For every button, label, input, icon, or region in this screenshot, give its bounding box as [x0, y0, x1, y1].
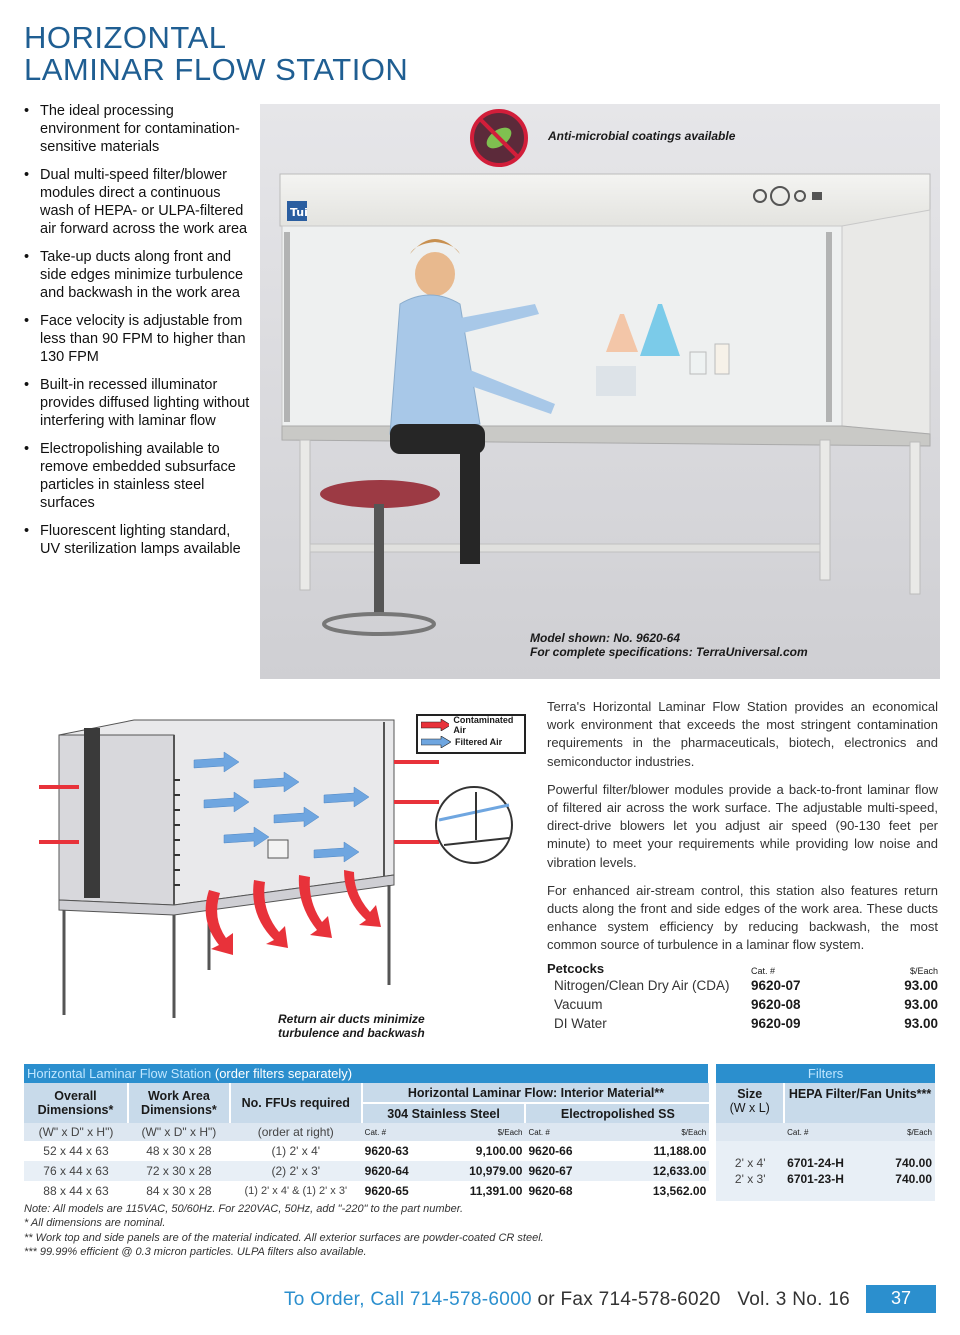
overall-dim: 76 x 44 x 63	[43, 1164, 109, 1178]
legend-filtered-label: Filtered Air	[455, 736, 503, 747]
note-line: ** Work top and side panels are of the material indicated. All exterior surfaces are powder-coated CR steel.	[24, 1231, 544, 1244]
ep-price: 13,562.00	[652, 1184, 707, 1198]
workstation-illustration	[260, 104, 940, 679]
ss-cat: 9620-65	[364, 1184, 409, 1198]
table-title-row	[24, 1064, 935, 1083]
product-photo	[260, 104, 940, 679]
petcock-name: DI Water	[554, 1016, 607, 1031]
col-ffus: No. FFUs required	[230, 1083, 362, 1123]
petcocks-header	[547, 958, 938, 976]
filter-row	[787, 1171, 932, 1187]
ss-price: 9,100.00	[475, 1144, 523, 1158]
ep-price: 11,188.00	[653, 1144, 707, 1158]
feature-item: • Electropolishing available to remove embedded subsurface particles in stainless steel surfaces	[24, 440, 254, 512]
logo-text: Tui	[290, 206, 308, 219]
col-size-unit: (W x L)	[729, 1101, 770, 1115]
feature-item: • Built-in recessed illuminator provides diffused lighting without interfering with laminar flow	[24, 376, 254, 430]
ss-cat-label: Cat. #	[364, 1127, 387, 1137]
col-electropolished: Electropolished SS	[525, 1103, 709, 1123]
petcock-cat: 9620-07	[751, 978, 801, 993]
ep-cat: 9620-68	[528, 1184, 573, 1198]
spec-caption: For complete specifications: TerraUniversal.com	[530, 645, 808, 659]
ep-cat-label: Cat. #	[528, 1127, 550, 1137]
feature-item: • Take-up ducts along front and side edges minimize turbulence and backwash in the work area	[24, 248, 254, 302]
col-size: Size	[737, 1087, 763, 1101]
filter-cat: 6701-24-H	[787, 1156, 844, 1170]
ffus-required: (1) 2' x 4'	[271, 1144, 321, 1158]
note-line: *** 99.99% efficient @ 0.3 micron particles. ULPA filters also available.	[24, 1246, 367, 1259]
blue-arrow-icon	[421, 736, 451, 748]
col-work-area: Work Area Dimensions*	[128, 1083, 230, 1123]
filters-title: Filters	[807, 1066, 844, 1081]
table-title: Horizontal Laminar Flow Station	[27, 1066, 212, 1081]
col-overall: Overall Dimensions*	[24, 1083, 128, 1123]
legend-filtered	[418, 733, 524, 750]
table-row	[547, 1014, 938, 1033]
work-dim: 48 x 30 x 28	[146, 1144, 212, 1158]
legend-contaminated	[418, 716, 524, 733]
filter-cat: 6701-23-H	[787, 1172, 844, 1186]
petcocks-cat-label: Cat. #	[751, 966, 776, 976]
petcock-name: Nitrogen/Clean Dry Air (CDA)	[554, 978, 730, 993]
petcock-name: Vacuum	[554, 997, 603, 1012]
table-row	[547, 995, 938, 1014]
petcock-price: 93.00	[904, 997, 938, 1012]
description-paragraph: For enhanced air-stream control, this station also features return ducts along the front and side edges of the work area. These ducts enhance system efficiency by reducing backwash, the most common source of turbulence in a laminar flow system.	[547, 882, 938, 953]
ss-cat: 9620-64	[364, 1164, 409, 1178]
col-interior-material: Horizontal Laminar Flow: Interior Material**	[407, 1085, 665, 1100]
fax-number: or Fax 714-578-6020	[531, 1289, 721, 1310]
diagram-caption-line-1: Return air ducts minimize	[278, 1012, 425, 1026]
col-hepa: HEPA Filter/Fan Units***	[788, 1087, 932, 1101]
model-caption: Model shown: No. 9620-64	[530, 631, 681, 645]
diagram-caption	[278, 1012, 425, 1040]
filter-size: 2' x 3'	[734, 1172, 766, 1186]
feature-item: • Face velocity is adjustable from less than 90 FPM to higher than 130 FPM	[24, 312, 254, 366]
ss-price: 11,391.00	[469, 1184, 523, 1198]
page-footer	[284, 1289, 850, 1311]
work-dim: 84 x 30 x 28	[146, 1184, 212, 1198]
units-row	[24, 1123, 935, 1141]
note-line: Note: All models are 115VAC, 50/60Hz. For 220VAC, 50Hz, add "-220" to the part number.	[24, 1203, 464, 1215]
petcock-cat: 9620-08	[751, 997, 801, 1012]
product-description	[547, 698, 938, 965]
petcock-cat: 9620-09	[751, 1016, 801, 1031]
title-line-1: HORIZONTAL	[24, 20, 227, 55]
title-line-2: LAMINAR FLOW STATION	[24, 52, 409, 87]
red-arrow-icon	[421, 719, 449, 731]
petcock-price: 93.00	[904, 1016, 938, 1031]
ss-price: 10,979.00	[469, 1164, 523, 1178]
units-overall: (W" x D" x H")	[38, 1125, 114, 1139]
ep-cat: 9620-67	[528, 1164, 573, 1178]
filter-row	[787, 1155, 932, 1171]
diagram-legend	[416, 714, 526, 754]
page-title	[24, 22, 408, 86]
filter-size: 2' x 4'	[734, 1156, 766, 1170]
petcock-price: 93.00	[904, 978, 938, 993]
ep-price-label: $/Each	[681, 1127, 707, 1137]
table-title-note: (order filters separately)	[211, 1066, 353, 1081]
table-notes	[24, 1202, 544, 1260]
filter-cat-label: Cat. #	[787, 1127, 809, 1137]
overall-dim: 88 x 44 x 63	[43, 1184, 109, 1198]
units-work: (W" x D" x H")	[141, 1125, 217, 1139]
description-paragraph: Powerful filter/blower modules provide a back-to-front laminar flow of filtered air across the work surface. The adjustable multi-speed, direct-drive blowers let you adjust air speed (90-130 feet per minute) to meet your requirements while providing low noise and vibration levels.	[547, 781, 938, 870]
petcocks-heading: Petcocks	[547, 961, 605, 976]
ep-cat: 9620-66	[528, 1144, 573, 1158]
coating-note: Anti-microbial coatings available	[548, 129, 736, 143]
feature-list	[24, 102, 254, 568]
feature-item: • Dual multi-speed filter/blower modules direct a continuous wash of HEPA- or ULPA-filtered air forward across the work area	[24, 166, 254, 238]
order-table	[24, 1064, 935, 1201]
filter-price: 740.00	[895, 1172, 932, 1186]
ss-cat: 9620-63	[364, 1144, 409, 1158]
ep-price: 12,633.00	[652, 1164, 707, 1178]
order-phone: To Order, Call 714-578-6000	[284, 1289, 532, 1310]
work-dim: 72 x 30 x 28	[146, 1164, 212, 1178]
diagram-caption-line-2: turbulence and backwash	[278, 1026, 425, 1040]
volume-label: Vol. 3 No. 16	[720, 1289, 851, 1310]
filter-price: 740.00	[895, 1156, 932, 1170]
col-stainless: 304 Stainless Steel	[362, 1103, 526, 1123]
petcocks-price-label: $/Each	[909, 966, 938, 976]
filter-price-label: $/Each	[907, 1127, 932, 1137]
overall-dim: 52 x 44 x 63	[43, 1144, 109, 1158]
feature-item: • The ideal processing environment for contamination-sensitive materials	[24, 102, 254, 156]
feature-item: • Fluorescent lighting standard, UV sterilization lamps available	[24, 522, 254, 558]
petcocks-table	[547, 958, 938, 1033]
units-ffus: (order at right)	[257, 1125, 334, 1139]
description-paragraph: Terra's Horizontal Laminar Flow Station provides an economical work environment that exceeds the most stringent contamination requirements in the pharmaceuticals, biotech, electronics and semiconductor industries.	[547, 699, 938, 769]
ss-price-label: $/Each	[497, 1127, 523, 1137]
table-row	[24, 1141, 935, 1161]
table-row	[547, 976, 938, 995]
ffus-required: (2) 2' x 3'	[271, 1164, 321, 1178]
legend-contaminated-label: Contaminated Air	[453, 714, 514, 735]
ffus-required: (1) 2' x 4' & (1) 2' x 3'	[244, 1185, 348, 1197]
note-line: * All dimensions are nominal.	[24, 1217, 166, 1230]
page-number: 37	[866, 1285, 936, 1313]
